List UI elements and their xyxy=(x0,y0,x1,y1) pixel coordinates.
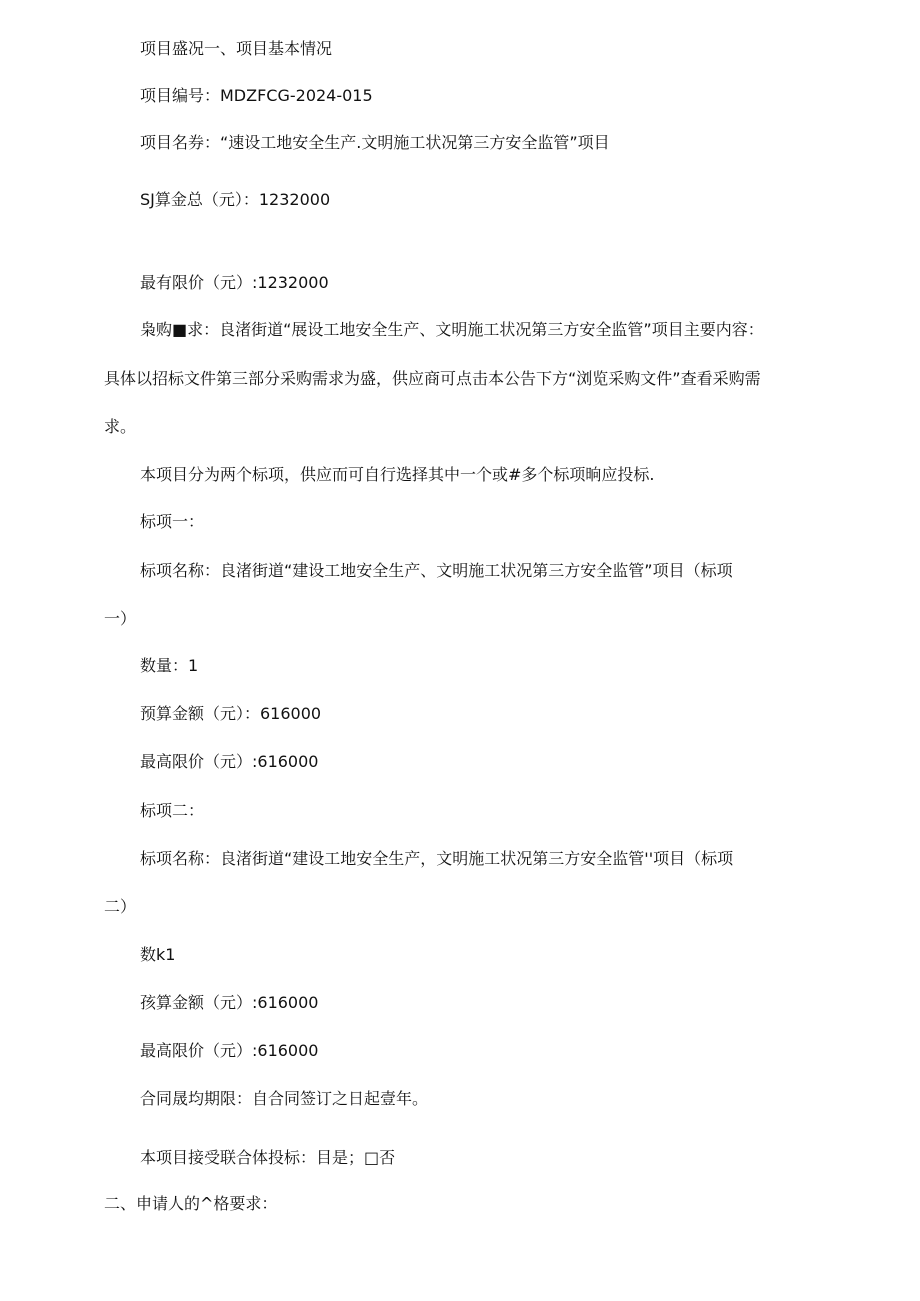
lots-description: 本项目分为两个标项，供应而可自行选择其中一个或#多个标项晌应投标. xyxy=(140,465,655,484)
section-heading-project-overview: 项目盛况一、项目基本情况 xyxy=(140,39,333,58)
project-number: 项目编号：MDZFCG-2024-015 xyxy=(140,86,373,105)
lot-one-heading: 标项一： xyxy=(140,512,205,531)
procurement-requirement-cont: 具体以招标文件第三部分采购需求为盛，供应商可点击本公告下方“浏览采购文件”查看采购需 xyxy=(104,369,761,388)
lot-one-name: 标项名称：良渚街道“建设工地安全生产、文明施工状况第三方安全监管”项目（标项 xyxy=(140,561,733,580)
lot-two-max-price: 最高限价（元）:616000 xyxy=(140,1041,319,1060)
section-heading-applicant-qualifications: 二、申请人的^格要求： xyxy=(104,1194,278,1213)
lot-two-budget: 孩算金额（元）:616000 xyxy=(140,993,319,1012)
project-name: 项目名券：“速设工地安全生产.文明施工状况第三方安全监管”项目 xyxy=(140,133,610,152)
lot-one-max-price: 最高限价（元）:616000 xyxy=(140,752,319,771)
lot-two-heading: 标项二： xyxy=(140,801,205,820)
joint-bidding-acceptance: 本项目接受联合体投标：目是；□否 xyxy=(140,1148,396,1167)
budget-total: SJ算金总（元）：1232000 xyxy=(140,190,331,209)
lot-one-budget: 预算金额（元）：616000 xyxy=(140,704,322,723)
lot-one-name-cont: 一） xyxy=(104,609,137,628)
procurement-requirement-end: 求。 xyxy=(104,417,137,436)
procurement-requirement: 枭购■求：良渚街道“展设工地安全生产、文明施工状况第三方安全监管”项目主要内容： xyxy=(140,320,764,339)
lot-two-name: 标项名称：良渚街道“建设工地安全生产，文明施工状况第三方安全监管''项目（标项 xyxy=(140,849,734,868)
lot-two-name-cont: 二） xyxy=(104,897,137,916)
contract-term: 合同晟均期限：自合同签订之日起壹年。 xyxy=(140,1089,429,1108)
lot-two-quantity: 数k1 xyxy=(140,945,176,964)
max-price: 最有限价（元）:1232000 xyxy=(140,273,329,292)
lot-one-quantity: 数量：1 xyxy=(140,656,199,675)
